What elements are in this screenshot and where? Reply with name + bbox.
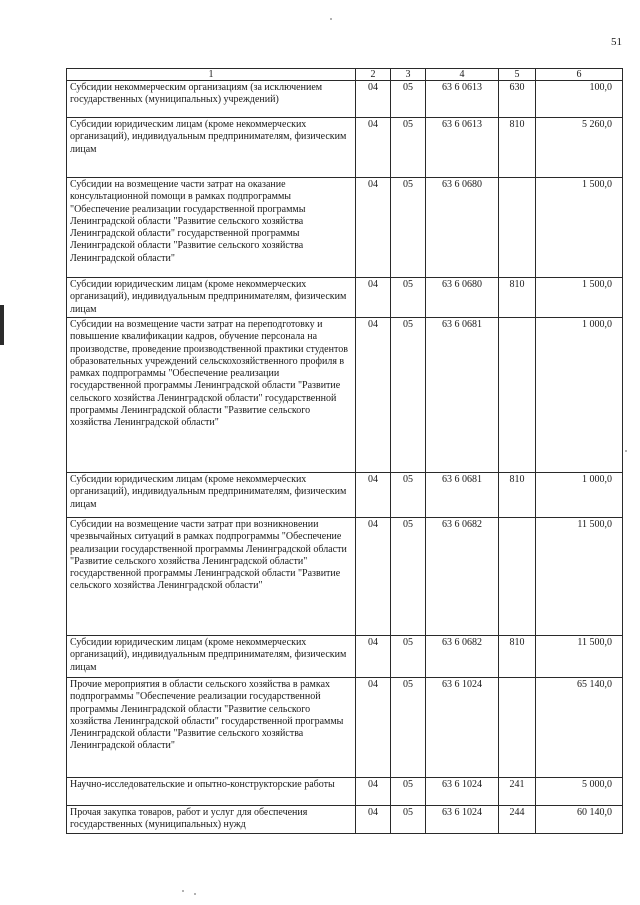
subchapter-cell: 05 bbox=[391, 518, 426, 636]
expense-type-cell: 244 bbox=[499, 806, 536, 834]
expense-type-cell: 810 bbox=[499, 118, 536, 178]
amount-cell: 1 500,0 bbox=[536, 278, 623, 318]
amount-cell: 100,0 bbox=[536, 81, 623, 118]
row-name-cell: Субсидии юридическим лицам (кроме некоммерческих организаций), индивидуальным предпринимателям, физическим лицам bbox=[67, 118, 356, 178]
amount-cell: 1 000,0 bbox=[536, 473, 623, 518]
amount-cell: 11 500,0 bbox=[536, 518, 623, 636]
amount-cell: 65 140,0 bbox=[536, 678, 623, 778]
target-code-cell: 63 6 1024 bbox=[426, 778, 499, 806]
expense-type-cell: 810 bbox=[499, 473, 536, 518]
table-row bbox=[67, 118, 623, 178]
chapter-cell: 04 bbox=[356, 678, 391, 778]
subchapter-cell: 05 bbox=[391, 678, 426, 778]
chapter-cell: 04 bbox=[356, 118, 391, 178]
column-header: 6 bbox=[536, 69, 623, 81]
target-code-cell: 63 6 0681 bbox=[426, 473, 499, 518]
row-name-cell: Субсидии юридическим лицам (кроме некоммерческих организаций), индивидуальным предпринимателям, физическим лицам bbox=[67, 636, 356, 678]
chapter-cell: 04 bbox=[356, 806, 391, 834]
column-header: 1 bbox=[67, 69, 356, 81]
row-name-cell: Субсидии на возмещение части затрат при возникновении чрезвычайных ситуаций в рамках подпрограммы "Обеспечение реализации государственной программы Ленинградской области "Развитие сельского хозяйства Ленинградской области" государственной программы Ленинградской области "Развитие сельского хозяйства Ленинградской области" bbox=[67, 518, 356, 636]
row-name-cell: Прочая закупка товаров, работ и услуг для обеспечения государственных (муниципальных) нужд bbox=[67, 806, 356, 834]
chapter-cell: 04 bbox=[356, 518, 391, 636]
row-name-cell: Субсидии юридическим лицам (кроме некоммерческих организаций), индивидуальным предпринимателям, физическим лицам bbox=[67, 278, 356, 318]
row-name-cell: Субсидии на возмещение части затрат на переподготовку и повышение квалификации кадров, обучение персонала на производстве, проведение производственной практики студентов образовательных учреждений сельскохозяйственного профиля в рамках подпрограммы "Обеспечение реализации государственной программы Ленинградской области "Развитие сельского хозяйства Ленинградской области" государственной программы Ленинградской области "Развитие сельского хозяйства Ленинградской области" bbox=[67, 318, 356, 473]
table-row bbox=[67, 636, 623, 678]
chapter-cell: 04 bbox=[356, 473, 391, 518]
expense-type-cell bbox=[499, 178, 536, 278]
table-row bbox=[67, 81, 623, 118]
subchapter-cell: 05 bbox=[391, 118, 426, 178]
target-code-cell: 63 6 1024 bbox=[426, 678, 499, 778]
row-name-cell: Научно-исследовательские и опытно-конструкторские работы bbox=[67, 778, 356, 806]
target-code-cell: 63 6 0613 bbox=[426, 118, 499, 178]
amount-cell: 1 000,0 bbox=[536, 318, 623, 473]
table-row bbox=[67, 678, 623, 778]
expense-type-cell bbox=[499, 678, 536, 778]
subchapter-cell: 05 bbox=[391, 278, 426, 318]
amount-cell: 5 260,0 bbox=[536, 118, 623, 178]
subchapter-cell: 05 bbox=[391, 473, 426, 518]
column-header: 2 bbox=[356, 69, 391, 81]
target-code-cell: 63 6 0613 bbox=[426, 81, 499, 118]
amount-cell: 11 500,0 bbox=[536, 636, 623, 678]
chapter-cell: 04 bbox=[356, 636, 391, 678]
table-row bbox=[67, 278, 623, 318]
expense-type-cell: 630 bbox=[499, 81, 536, 118]
target-code-cell: 63 6 1024 bbox=[426, 806, 499, 834]
scan-speck bbox=[625, 450, 627, 452]
row-name-cell: Субсидии некоммерческим организациям (за исключением государственных (муниципальных) учреждений) bbox=[67, 81, 356, 118]
scan-speck bbox=[194, 893, 196, 895]
target-code-cell: 63 6 0682 bbox=[426, 518, 499, 636]
table-row bbox=[67, 318, 623, 473]
amount-cell: 60 140,0 bbox=[536, 806, 623, 834]
expense-type-cell: 810 bbox=[499, 278, 536, 318]
subchapter-cell: 05 bbox=[391, 81, 426, 118]
column-header: 5 bbox=[499, 69, 536, 81]
subchapter-cell: 05 bbox=[391, 178, 426, 278]
column-header: 4 bbox=[426, 69, 499, 81]
subchapter-cell: 05 bbox=[391, 806, 426, 834]
table-row bbox=[67, 178, 623, 278]
table-row bbox=[67, 778, 623, 806]
target-code-cell: 63 6 0682 bbox=[426, 636, 499, 678]
table-header-row bbox=[67, 69, 623, 81]
scan-speck bbox=[182, 890, 184, 892]
expense-type-cell: 810 bbox=[499, 636, 536, 678]
row-name-cell: Субсидии юридическим лицам (кроме некоммерческих организаций), индивидуальным предпринимателям, физическим лицам bbox=[67, 473, 356, 518]
column-header: 3 bbox=[391, 69, 426, 81]
amount-cell: 5 000,0 bbox=[536, 778, 623, 806]
table-row bbox=[67, 473, 623, 518]
subchapter-cell: 05 bbox=[391, 778, 426, 806]
target-code-cell: 63 6 0680 bbox=[426, 278, 499, 318]
subchapter-cell: 05 bbox=[391, 318, 426, 473]
scan-edge-mark bbox=[0, 305, 4, 345]
target-code-cell: 63 6 0681 bbox=[426, 318, 499, 473]
budget-table bbox=[66, 68, 623, 834]
expense-type-cell: 241 bbox=[499, 778, 536, 806]
chapter-cell: 04 bbox=[356, 81, 391, 118]
chapter-cell: 04 bbox=[356, 178, 391, 278]
amount-cell: 1 500,0 bbox=[536, 178, 623, 278]
expense-type-cell bbox=[499, 518, 536, 636]
row-name-cell: Субсидии на возмещение части затрат на оказание консультационной помощи в рамках подпрограммы "Обеспечение реализации государственной программы Ленинградской области "Развитие сельского хозяйства Ленинградской области" государственной программы Ленинградской области "Развитие сельского хозяйства Ленинградской области" bbox=[67, 178, 356, 278]
row-name-cell: Прочие мероприятия в области сельского хозяйства в рамках подпрограммы "Обеспечение реализации государственной программы Ленинградской области "Развитие сельского хозяйства Ленинградской области" государственной программы Ленинградской области "Развитие сельского хозяйства Ленинградской области" bbox=[67, 678, 356, 778]
chapter-cell: 04 bbox=[356, 318, 391, 473]
chapter-cell: 04 bbox=[356, 278, 391, 318]
expense-type-cell bbox=[499, 318, 536, 473]
chapter-cell: 04 bbox=[356, 778, 391, 806]
scan-speck bbox=[330, 18, 332, 20]
table-row bbox=[67, 518, 623, 636]
subchapter-cell: 05 bbox=[391, 636, 426, 678]
page-number: 51 bbox=[611, 36, 622, 48]
table-row bbox=[67, 806, 623, 834]
target-code-cell: 63 6 0680 bbox=[426, 178, 499, 278]
